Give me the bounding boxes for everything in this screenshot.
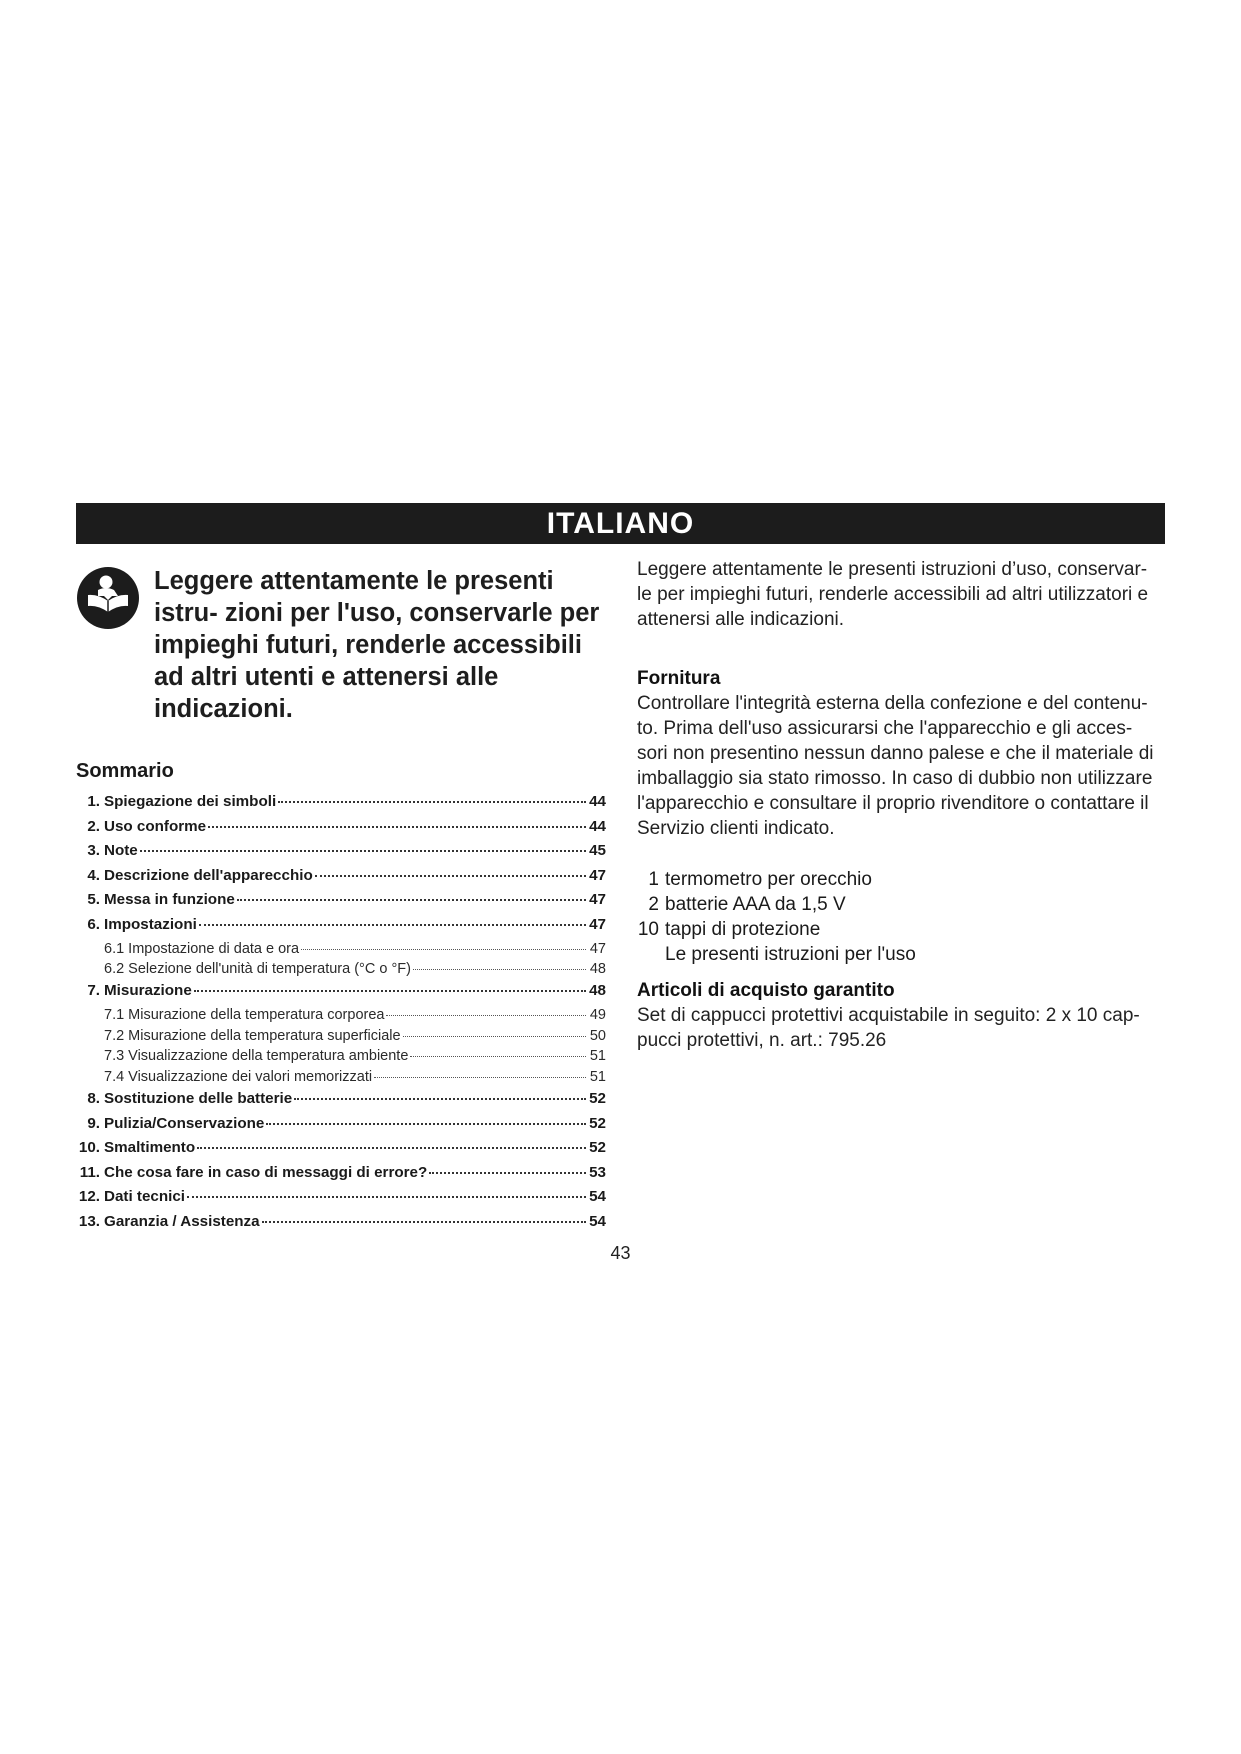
toc-entry-label: Uso conforme xyxy=(104,817,207,835)
toc-entry xyxy=(76,818,606,843)
contents-quantity: 10 xyxy=(637,919,659,940)
toc-dot-leader xyxy=(197,1147,586,1149)
toc-dot-leader xyxy=(262,1221,586,1223)
contents-quantity: 2 xyxy=(648,894,659,915)
toc-dot-leader xyxy=(301,949,586,950)
toc-entry-label: Messa in funzione xyxy=(104,891,235,909)
toc-entry-number: 7.4 xyxy=(104,1069,125,1086)
toc-entry-number: 7. xyxy=(87,982,100,1000)
toc-entry-number: 3. xyxy=(87,842,100,860)
toc-entry-page: 53 xyxy=(589,1163,606,1181)
toc-dot-leader xyxy=(278,801,586,803)
toc-entry-label: Garanzia / Assistenza xyxy=(104,1212,260,1230)
toc-entry-label: Pulizia/Conservazione xyxy=(104,1114,265,1132)
toc-entry-label: Impostazione di data e ora xyxy=(128,940,300,957)
table-of-contents xyxy=(76,760,606,1238)
page-number: 43 xyxy=(610,1243,631,1263)
contents-quantity xyxy=(637,942,659,967)
right-column xyxy=(637,557,1165,1053)
toc-entry-page: 52 xyxy=(589,1139,606,1157)
toc-dot-leader xyxy=(266,1123,586,1125)
toc-entry xyxy=(76,1213,606,1238)
toc-entry-page: 48 xyxy=(589,961,606,978)
toc-entry-page: 51 xyxy=(589,1048,606,1065)
toc-entry-label: Impostazioni xyxy=(104,915,197,933)
contents-description: tappi di protezione xyxy=(665,919,821,940)
toc-entry xyxy=(76,982,606,1007)
toc-entry-label: Note xyxy=(104,842,138,860)
toc-entry xyxy=(76,842,606,867)
package-contents-item xyxy=(637,867,1165,892)
toc-entry-label: Visualizzazione dei valori memorizzati xyxy=(128,1069,373,1086)
contents-description: termometro per orecchio xyxy=(665,869,872,890)
toc-entry-page: 47 xyxy=(589,940,606,957)
toc-entry-page: 47 xyxy=(589,891,606,909)
fornitura-paragraph: Controllare l'integrità esterna della confezione e del contenu- to. Prima dell'uso assicurarsi che l'apparecchio e gli acces- sori non presentino nessun danno palese e che il materiale di imballaggio sia stato rimosso. In caso di dubbio non utilizzare l'apparecchio e consultare il proprio rivenditore o contattare il Servizio clienti indicato. xyxy=(637,693,1154,839)
articoli-heading: Articoli di acquisto garantito xyxy=(637,980,895,1001)
toc-entry xyxy=(76,1115,606,1140)
toc-dot-leader xyxy=(199,924,586,926)
toc-entry xyxy=(76,1028,606,1049)
language-banner xyxy=(76,503,1165,544)
toc-entry-number: 7.2 xyxy=(104,1027,125,1044)
toc-entry-page: 52 xyxy=(589,1089,606,1107)
toc-entry-label: Misurazione della temperatura corporea xyxy=(128,1006,385,1023)
toc-dot-leader xyxy=(294,1098,586,1100)
read-instructions-icon xyxy=(76,566,140,630)
toc-entry-page: 51 xyxy=(589,1069,606,1086)
articoli-paragraph: Set di cappucci protettivi acquistabile in seguito: 2 x 10 cap- pucci protettivi, n. art.: 795.26 xyxy=(637,1005,1140,1051)
toc-dot-leader xyxy=(187,1196,586,1198)
toc-entry-page: 47 xyxy=(589,915,606,933)
toc-entry-label: Misurazione xyxy=(104,982,192,1000)
toc-entry-number: 8. xyxy=(87,1089,100,1107)
toc-entry-page: 44 xyxy=(589,793,606,810)
toc-entry-number: 4. xyxy=(87,866,100,884)
toc-dot-leader xyxy=(208,826,586,828)
toc-entry-page: 54 xyxy=(589,1188,606,1206)
toc-entry xyxy=(76,1188,606,1213)
toc-entry-number: 1. xyxy=(87,793,100,810)
toc-entry-page: 54 xyxy=(589,1212,606,1230)
toc-entry-number: 11. xyxy=(79,1163,100,1181)
toc-entry-label: Spiegazione dei simboli xyxy=(104,793,277,810)
toc-entry xyxy=(76,941,606,962)
toc-entry-label: Dati tecnici xyxy=(104,1188,186,1206)
toc-entry xyxy=(76,867,606,892)
toc-entry-label: Sostituzione delle batterie xyxy=(104,1089,293,1107)
toc-dot-leader xyxy=(403,1036,586,1037)
toc-entry-page: 45 xyxy=(589,842,606,860)
toc-entry xyxy=(76,1139,606,1164)
toc-entry-label: Misurazione della temperatura superficiale xyxy=(128,1027,401,1044)
contents-quantity: 1 xyxy=(648,869,659,890)
toc-entry-label: Visualizzazione della temperatura ambiente xyxy=(128,1048,409,1065)
toc-entry-number: 2. xyxy=(87,817,100,835)
toc-entry xyxy=(76,1090,606,1115)
toc-entry-number: 9. xyxy=(87,1114,100,1132)
toc-title: Sommario xyxy=(76,760,174,782)
contents-description: batterie AAA da 1,5 V xyxy=(665,894,846,915)
toc-entry-number: 7.1 xyxy=(104,1006,125,1023)
toc-entry xyxy=(76,961,606,982)
toc-entry-label: Selezione dell'unità di temperatura (°C o °F) xyxy=(128,961,411,978)
banner-title: ITALIANO xyxy=(546,506,695,540)
toc-dot-leader xyxy=(315,875,586,877)
toc-entry-page: 50 xyxy=(589,1027,606,1044)
toc-entry-number: 6.2 xyxy=(104,961,125,978)
package-contents-list xyxy=(637,867,1165,967)
toc-entry xyxy=(76,1007,606,1028)
toc-dot-leader xyxy=(429,1172,586,1174)
toc-entry-page: 48 xyxy=(589,982,606,1000)
toc-entry-number: 12. xyxy=(78,1188,100,1206)
toc-dot-leader xyxy=(374,1077,586,1078)
toc-dot-leader xyxy=(194,990,586,992)
toc-dot-leader xyxy=(386,1015,586,1016)
toc-dot-leader xyxy=(140,850,586,852)
toc-entry xyxy=(76,1164,606,1189)
fornitura-heading: Fornitura xyxy=(637,668,721,689)
toc-dot-leader xyxy=(410,1056,586,1057)
toc-entry xyxy=(76,1069,606,1090)
toc-entry xyxy=(76,916,606,941)
toc-entry-label: Smaltimento xyxy=(104,1139,196,1157)
toc-entry-page: 47 xyxy=(589,866,606,884)
toc-entry-number: 13. xyxy=(78,1212,100,1230)
toc-entry xyxy=(76,1048,606,1069)
package-contents-item xyxy=(637,942,1165,967)
toc-entry-number: 6.1 xyxy=(104,940,125,957)
toc-entry-page: 52 xyxy=(589,1114,606,1132)
toc-entry-number: 10. xyxy=(78,1139,100,1157)
intro-warning-text: Leggere attentamente le presenti istru- zioni per l'uso, conservarle per impieghi futuri, renderle accessibili ad altri utenti e attenersi alle indicazioni. xyxy=(154,567,600,723)
contents-description: Le presenti istruzioni per l'uso xyxy=(665,944,916,965)
toc-entry-number: 6. xyxy=(87,915,100,933)
toc-list xyxy=(76,793,606,1238)
package-contents-item xyxy=(637,892,1165,917)
toc-entry-number: 7.3 xyxy=(104,1048,125,1065)
intro-paragraph: Leggere attentamente le presenti istruzioni d’uso, conservar- le per impieghi futuri, renderle accessibili ad altri utilizzatori e attenersi alle indicazioni. xyxy=(637,559,1149,630)
toc-entry-number: 5. xyxy=(87,891,100,909)
toc-entry-page: 44 xyxy=(589,817,606,835)
toc-entry xyxy=(76,891,606,916)
toc-dot-leader xyxy=(237,899,586,901)
toc-entry xyxy=(76,793,606,818)
intro-block xyxy=(76,565,606,725)
toc-entry-label: Descrizione dell'apparecchio xyxy=(104,866,313,884)
package-contents-item xyxy=(637,917,1165,942)
toc-entry-page: 49 xyxy=(589,1006,606,1023)
toc-entry-label: Che cosa fare in caso di messaggi di errore? xyxy=(104,1163,428,1181)
toc-dot-leader xyxy=(413,969,586,970)
